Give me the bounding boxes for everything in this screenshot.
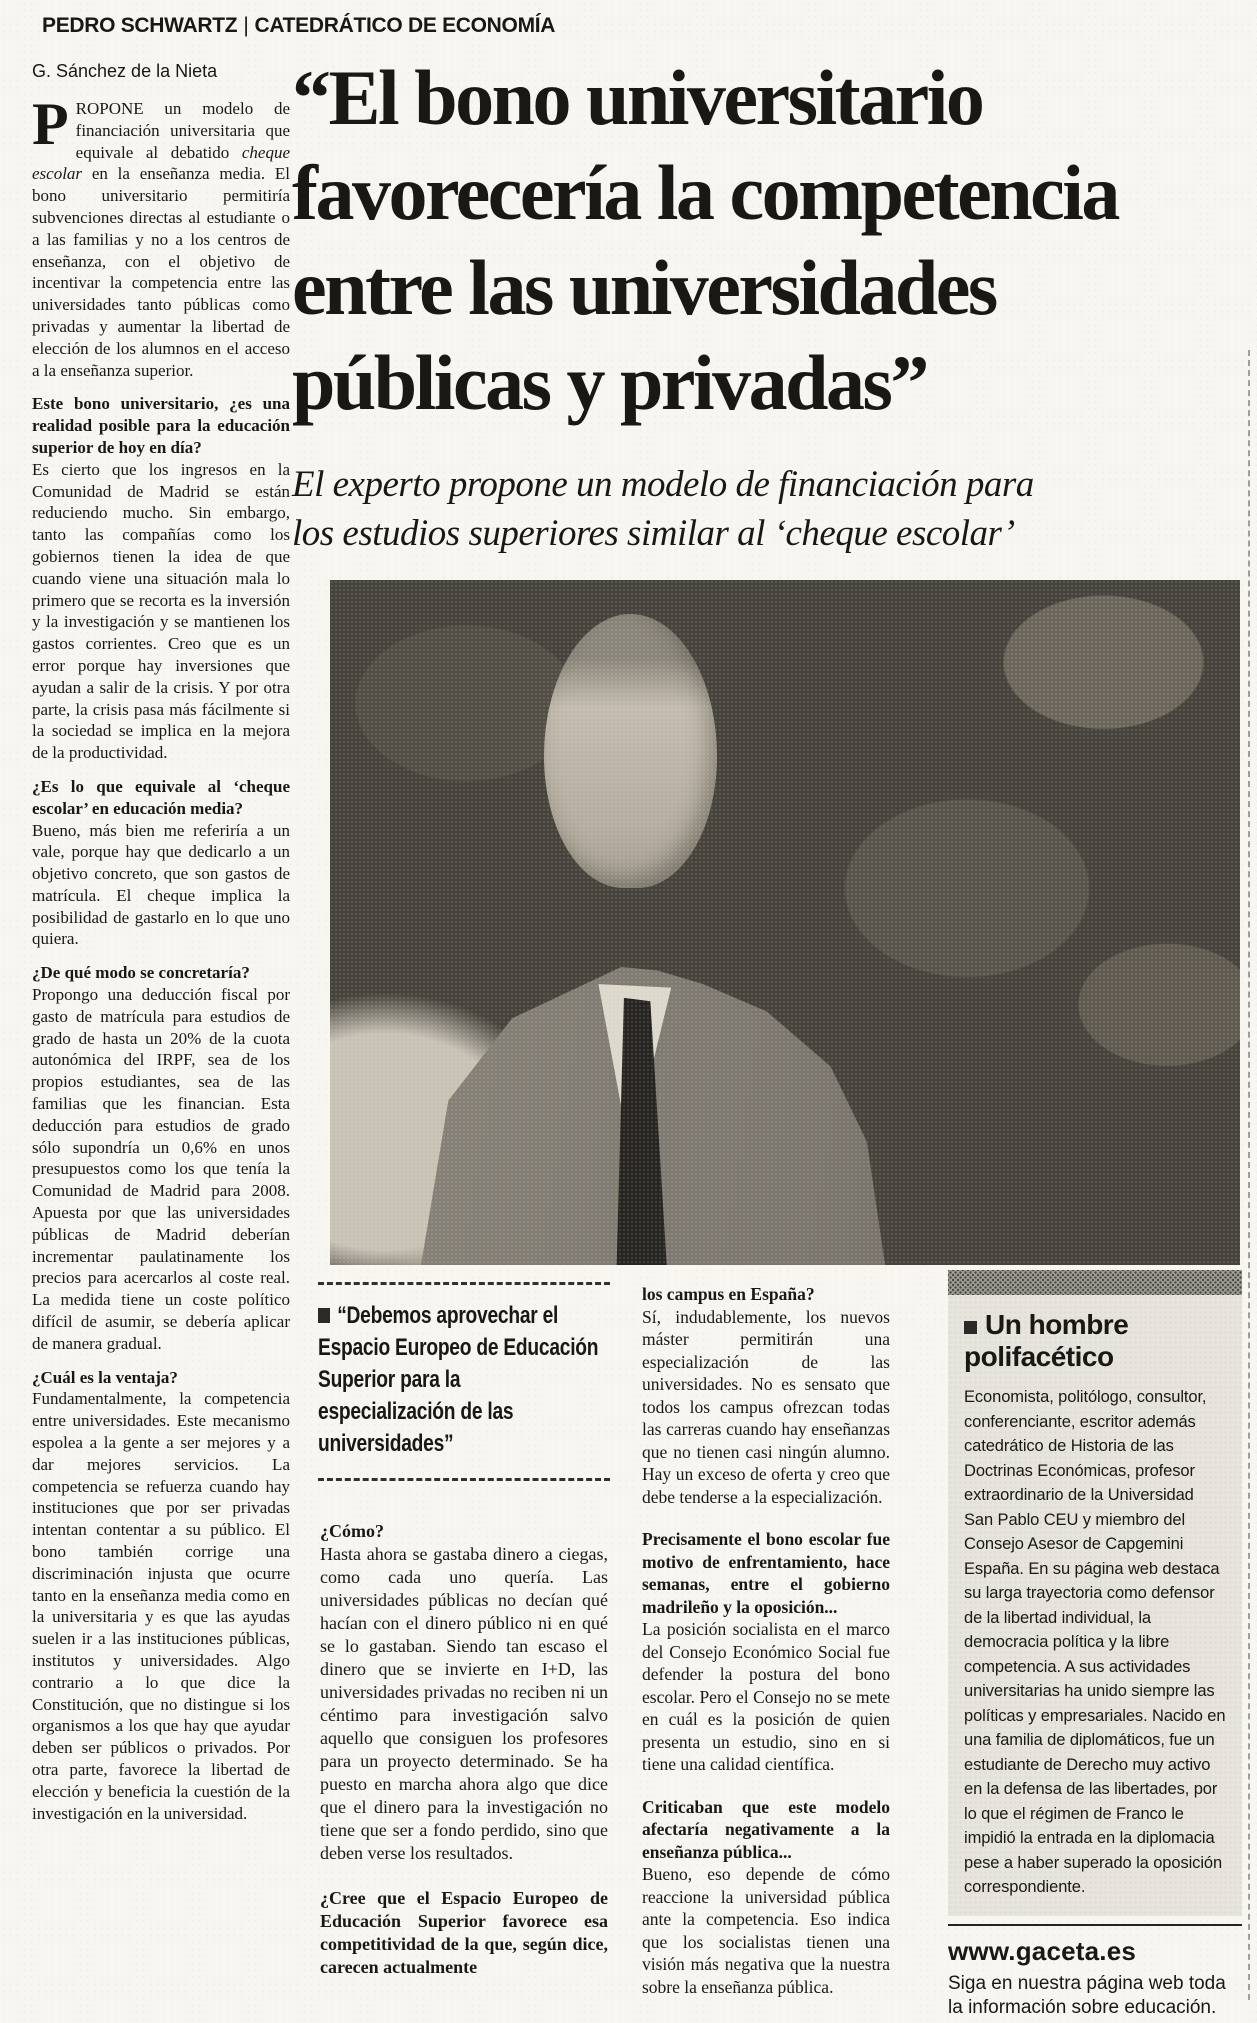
pull-quote-line: Espacio Europeo de Educación: [318, 1334, 599, 1361]
pull-quote-line: especialización de las: [318, 1398, 514, 1425]
portrait-photo: [330, 580, 1240, 1265]
interview-answer: Bueno, eso depende de cómo reaccione la universidad pública ante la competencia. Eso indica que los socialistas tienen una visión más negativa que la nuestra sobre la enseñanza pública.: [642, 1864, 890, 1997]
pull-quote-line: Superior para la: [318, 1366, 461, 1393]
headline: [292, 50, 1257, 430]
byline: G. Sánchez de la Nieta: [32, 61, 218, 81]
headline-line: favorecería la competencia: [292, 149, 1118, 236]
photo-halftone-overlay: [330, 580, 1240, 1265]
pull-quote-line: universidades”: [318, 1430, 454, 1457]
subheadline-line: El experto propone un modelo de financiación para: [292, 464, 1034, 505]
square-bullet-icon: [964, 1321, 977, 1334]
kicker: [42, 14, 555, 38]
headline-line: públicas y privadas”: [292, 339, 927, 426]
interview-question: ¿De qué modo se concretaría?: [32, 963, 250, 983]
lead-text: en la enseñanza media. El bono universitario permitiría subvenciones directas al estudiante o a las familias y no a los centros de enseñanza, con el objetivo de incentivar la competencia entre las universidades tanto públicas como privadas y aumentar la libertad de elección de los alumnos en el acceso a la enseñanza superior.: [32, 164, 290, 380]
sidebar-box: [948, 1295, 1242, 1916]
lead-paragraph: [32, 91, 290, 381]
interview-question: ¿Es lo que equivale al ‘cheque escolar’ en educación media?: [32, 776, 290, 818]
interview-answer: Sí, indudablemente, los nuevos máster permitirán una especialización de las universidades. No es sensato que todos los campus ofrezcan todas las carreras cuando hay enseñanzas que no tienen casi ningún alumno. Hay un exceso de oferta y creo que debe tenderse a la especialización.: [642, 1306, 890, 1507]
website-url: www.gaceta.es: [948, 1935, 1137, 1966]
interview-answer: La posición socialista en el marco del Consejo Económico Social fue defender la postura del bono escolar. Pero el Consejo no se mete en cuál es la posición de quien presenta un estudio, sino en si tiene una calidad científica.: [642, 1619, 890, 1774]
interview-question: Criticaban que este modelo afectaría negativamente a la enseñanza pública...: [642, 1796, 890, 1862]
headline-line: “El bono universitario: [292, 54, 983, 141]
kicker-name: PEDRO SCHWARTZ: [42, 14, 238, 37]
pull-quote-text: [318, 1300, 611, 1460]
interview-question: Precisamente el bono escolar fue motivo de enfrentamiento, hace semanas, entre el gobierno madrileño y la oposición...: [642, 1529, 890, 1617]
interview-answer: Bueno, más bien me referiría a un vale, porque hay que dedicarlo a un objetivo concreto, que son gastos de matrícula. El cheque implica la posibilidad de gastarlo en lo que uno quiera.: [32, 820, 290, 949]
column-a: [320, 1520, 608, 1979]
qa-block: [32, 962, 290, 1354]
interview-answer: Es cierto que los ingresos en la Comunidad de Madrid se están reduciendo mucho. Sin embargo, tanto las compañías como los gobiernos tienen la idea de que cuando viene una situación mala lo primero que se recorta es la inversión y la investigación y se mantienen los gastos corrientes. Creo que es un error porque hay inversiones que ayudan a salir de la crisis. Y por otra parte, la crisis pasa más fácilmente si la sociedad se implica en la mejora de la productividad.: [32, 459, 290, 763]
interview-answer: Hasta ahora se gastaba dinero a ciegas, como cada uno quería. Las universidades públicas no decían qué hacían con el dinero público ni en qué se lo gastaban. Siendo tan escaso el dinero que se invierte en I+D, las universidades privadas no reciben ni un céntimo para investigación salvo aquello que consiguen los profesores para un proyecto determinado. Se ha puesto en marcha ahora algo que dice que el dinero para la investigación no tiene que ser a fondo perdido, sino que deben verse los resultados.: [320, 1544, 608, 1863]
pull-quote: [318, 1282, 610, 1481]
subheadline: [292, 460, 1252, 558]
website-caption: Siga en nuestra página web toda la información sobre educación.: [948, 1972, 1226, 2018]
sidebar-divider: [948, 1924, 1242, 1926]
headline-line: entre las universidades: [292, 244, 996, 331]
left-column: [32, 60, 290, 1824]
interview-answer: Propongo una deducción fiscal por gasto de matrícula para estudios de grado de hasta un 20% de la cuota autonómica del IRPF, sea de los propios estudiantes, sea de las familias que les financian. Esta deducción para estudios de grado sólo supondría un 0,6% en unos presupuestos como los que tenía la Comunidad de Madrid para 2008. Apuesta por que las universidades públicas de Madrid deberían incrementar paulatinamente los precios para acercarlos al coste real. La medida tiene un coste político difícil de asumir, se debería aplicar de manera gradual.: [32, 985, 290, 1353]
page-trim-line: [1248, 350, 1250, 2000]
drop-cap: P: [32, 91, 69, 157]
interview-question: ¿Cómo?: [320, 1521, 384, 1541]
square-bullet-icon: [318, 1308, 330, 1323]
lead-text: ROPONE un modelo de financiación universitaria que equivale al debatido: [75, 99, 290, 162]
column-b: [642, 1283, 890, 1998]
qa-block: [32, 776, 290, 950]
interview-question: ¿Cree que el Espacio Europeo de Educación Superior favorece esa competitividad de la que, según dice, carecen actualmente: [320, 1888, 608, 1977]
qa-block: [32, 393, 290, 764]
profile-sidebar: [948, 1270, 1242, 2020]
interview-question: ¿Cuál es la ventaja?: [32, 1367, 178, 1387]
kicker-separator: |: [243, 14, 249, 37]
interview-question: Este bono universitario, ¿es una realidad posible para la educación superior de hoy en día?: [32, 394, 290, 457]
pull-quote-line: “Debemos aprovechar el: [318, 1300, 611, 1332]
interview-question-continued: los campus en España?: [642, 1284, 815, 1304]
interview-answer: Fundamentalmente, la competencia entre universidades. Este mecanismo espolea a la gente a ser mejores y a dar mejores servicios. La competencia se refuerza cuando hay instituciones que por ser privadas intentan contentar a su público. El bono también corrige una discriminación injusta que ocurre tanto en la enseñanza media como en la universitaria y es que las ayudas suelen ir a las instituciones públicas, institutos y universidades. Algo contrario a lo que dice la Constitución, que no distingue si los organismos a los que hay que ayudar deben ser públicos o privados. Por otra parte, favorece la libertad de elección y beneficia la cuestión de la investigación en la universidad.: [32, 1389, 290, 1823]
lead-italic-term: cheque escolar: [32, 142, 290, 184]
kicker-role: CATEDRÁTICO DE ECONOMÍA: [254, 14, 556, 37]
subheadline-line: los estudios superiores similar al ‘cheque escolar’: [292, 513, 1015, 554]
sidebar-body: Economista, politólogo, consultor, conferenciante, escritor además catedrático de Historia de las Doctrinas Económicas, profesor extraordinario de la Universidad San Pablo CEU y miembro del Consejo Asesor de Capgemini España. En su página web destaca su larga trayectoria como defensor de la libertad individual, la democracia política y la libre competencia. A sus actividades universitarias ha unido siempre las políticas y empresariales. Nacido en una familia de diplomáticos, fue un estudiante de Derecho muy activo en la defensa de las libertades, por lo que el régimen de Franco le impidió la entrada en la diplomacia pese a haber superado la oposición correspondiente.: [964, 1388, 1226, 1896]
sidebar-top-bar: [948, 1270, 1242, 1295]
sidebar-title: Un hombre polifacético: [964, 1309, 1129, 1372]
qa-block: [32, 1367, 290, 1825]
